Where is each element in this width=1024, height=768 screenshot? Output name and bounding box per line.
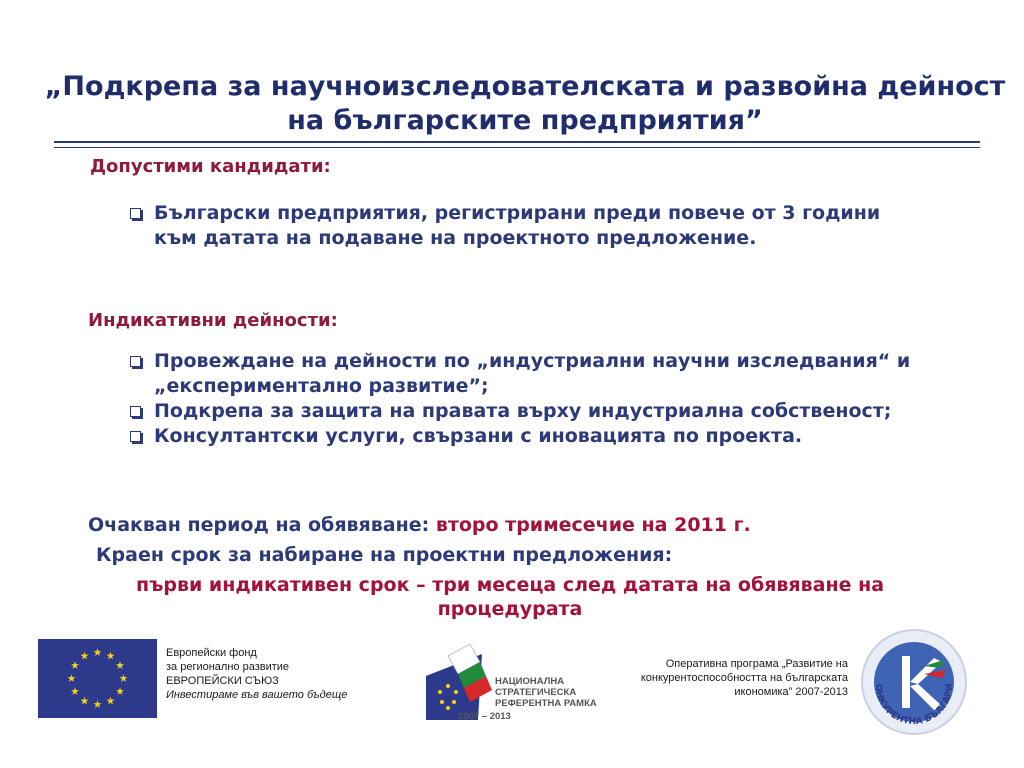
- badge-text: ОНКУРЕНТНА БЪЛГАРИ: [872, 683, 956, 728]
- eu-star-icon: [81, 652, 89, 660]
- deadline-label: Краен срок за набиране на проектни предложения:: [96, 544, 673, 566]
- eu-star-icon: [107, 697, 115, 705]
- eu-stars-icon: [38, 639, 157, 718]
- eu-star-icon: [116, 661, 124, 669]
- announcement-line: [88, 514, 751, 536]
- nsrf-years: 2007 – 2013: [458, 711, 511, 722]
- checkbox-bullet-icon: [130, 406, 141, 417]
- activities-list: [124, 349, 964, 449]
- eu-star-icon: [81, 697, 89, 705]
- list-item: Български предприятия, регистрирани преди повече от 3 години към датата на подаване на проектното предложение.: [124, 201, 924, 251]
- eu-star-icon: [71, 687, 79, 695]
- list-item: Консултантски услуги, свързани с иновацията по проекта.: [124, 424, 964, 449]
- announcement-value: второ тримесечие на 2011 г.: [435, 514, 751, 536]
- checkbox-bullet-icon: [130, 208, 141, 219]
- eu-star-icon: [94, 648, 102, 656]
- eu-fund-text: Европейски фонд за регионално развитие ЕВРОПЕЙСКИ СЪЮЗ Инвестираме във вашето бъдеще: [166, 647, 348, 701]
- nsrf-emblem-icon: [418, 636, 498, 722]
- title-divider-thin: [54, 147, 980, 148]
- nsrf-text: НАЦИОНАЛНА СТРАТЕГИЧЕСКА РЕФЕРЕНТНА РАМКА: [495, 676, 597, 709]
- slide-title: „Подкрепа за научноизследователската и развойна дейност на българските предприятия”: [44, 71, 1006, 136]
- competitive-bulgaria-badge: [858, 626, 970, 738]
- eu-star-icon: [94, 700, 102, 708]
- nsrf-logo: [418, 636, 498, 722]
- eu-star-icon: [120, 674, 128, 682]
- title-divider: [54, 141, 980, 143]
- activities-heading: Индикативни дейности:: [88, 310, 338, 331]
- eu-star-icon: [116, 687, 124, 695]
- eu-star-icon: [107, 652, 115, 660]
- list-item: Провеждане на дейности по „индустриални научни изследвания“ и „експериментално развитие”;: [124, 349, 964, 399]
- badge-emblem-icon: [858, 626, 970, 738]
- list-item: Подкрепа за защита на правата върху индустриална собственост;: [124, 399, 964, 424]
- eligible-heading: Допустими кандидати:: [90, 156, 331, 177]
- deadline-value: първи индикативен срок – три месеца след датата на обявяване на процедурата: [135, 574, 885, 620]
- op-text: Оперативна програма „Развитие на конкурентоспособността на българската икономика” 2007-2013: [640, 658, 848, 698]
- eu-star-icon: [68, 674, 76, 682]
- eu-star-icon: [71, 661, 79, 669]
- checkbox-bullet-icon: [130, 431, 141, 442]
- checkbox-bullet-icon: [130, 356, 141, 367]
- eligible-list: [124, 201, 924, 251]
- eu-flag-logo: [38, 639, 157, 718]
- announcement-label: Очакван период на обявяване:: [88, 514, 430, 536]
